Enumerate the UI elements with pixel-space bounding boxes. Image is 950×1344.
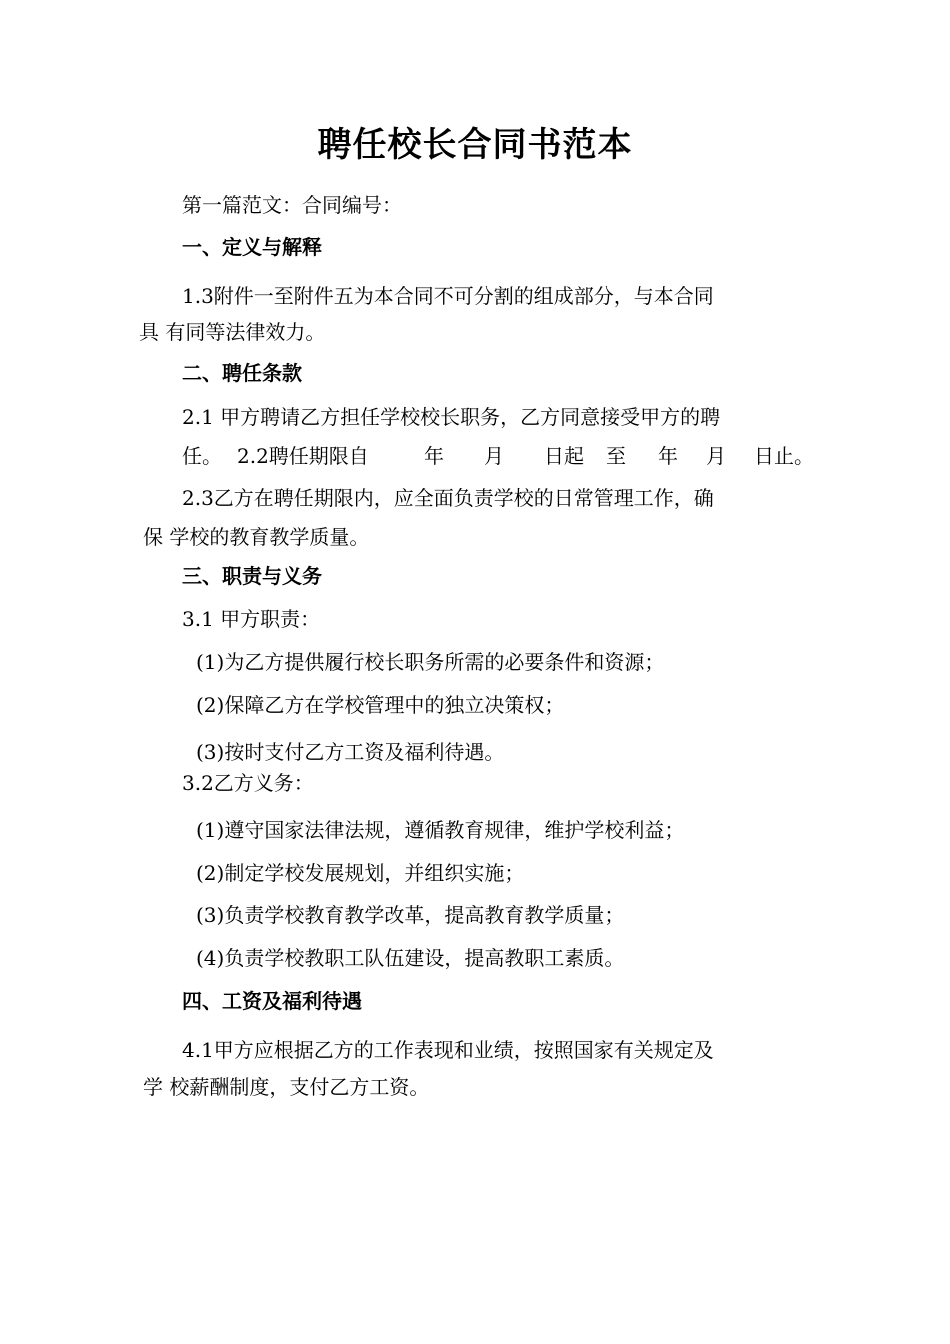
clause-2-1-line1: 2.1 甲方聘请乙方担任学校校长职务，乙方同意接受甲方的聘	[182, 405, 721, 429]
intro-line: 第一篇范文：合同编号：	[182, 193, 402, 217]
clause-3-2: 3.2乙方义务：	[182, 771, 314, 795]
list-item: (1)遵守国家法律法规，遵循教育规律，维护学校利益；	[196, 818, 685, 842]
clause-2-2-part: 月	[484, 444, 504, 468]
clause-3-1: 3.1 甲方职责：	[182, 607, 321, 631]
clause-4-1-line1: 4.1甲方应根据乙方的工作表现和业绩，按照国家有关规定及	[182, 1038, 714, 1062]
clause-2-2-part: 至	[606, 444, 626, 468]
section-heading-definitions: 一、定义与解释	[182, 235, 322, 259]
clause-4-1-line2: 学 校薪酬制度，支付乙方工资。	[143, 1075, 430, 1099]
section-heading-salary: 四、工资及福利待遇	[182, 989, 362, 1013]
clause-2-2-part: 日止。	[754, 444, 814, 468]
clause-1-3-line1: 1.3附件一至附件五为本合同不可分割的组成部分，与本合同	[182, 284, 714, 308]
list-item: (2)保障乙方在学校管理中的独立决策权；	[196, 693, 565, 717]
document-title: 聘任校长合同书范本	[317, 125, 633, 165]
clause-2-2-part: 月	[706, 444, 726, 468]
clause-2-2-part: 任。	[182, 444, 222, 468]
list-item: (3)负责学校教育教学改革，提高教育教学质量；	[196, 903, 625, 927]
clause-2-3-line1: 2.3乙方在聘任期限内，应全面负责学校的日常管理工作，确	[182, 486, 714, 510]
list-item: (3)按时支付乙方工资及福利待遇。	[196, 740, 505, 764]
clause-2-3-line2: 保 学校的教育教学质量。	[143, 525, 370, 549]
list-item: (4)负责学校教职工队伍建设，提高教职工素质。	[196, 946, 625, 970]
section-heading-duties: 三、职责与义务	[182, 564, 322, 588]
clause-1-3-line2: 具 有同等法律效力。	[139, 320, 326, 344]
clause-2-2-row	[182, 444, 822, 468]
clause-2-2-part: 年	[424, 444, 444, 468]
clause-2-2-part: 日起	[544, 444, 584, 468]
list-item: (2)制定学校发展规划，并组织实施；	[196, 861, 525, 885]
section-heading-appointment: 二、聘任条款	[182, 361, 302, 385]
clause-2-2-part: 2.2聘任期限自	[237, 444, 369, 468]
list-item: (1)为乙方提供履行校长职务所需的必要条件和资源；	[196, 650, 665, 674]
clause-2-2-part: 年	[658, 444, 678, 468]
